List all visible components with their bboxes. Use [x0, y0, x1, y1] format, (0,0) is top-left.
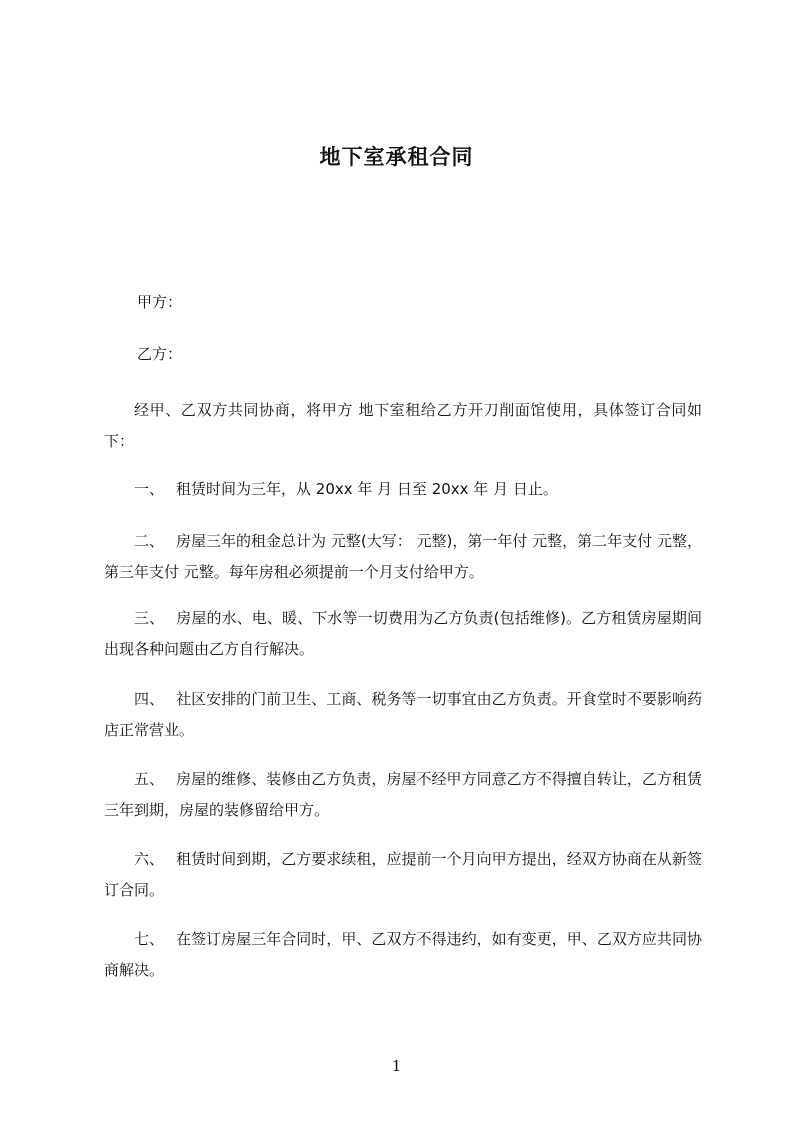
intro-paragraph: 经甲、乙双方共同协商，将甲方 地下室租给乙方开刀削面馆使用，具体签订合同如下：	[104, 401, 702, 450]
clause-number: 五、	[134, 770, 165, 788]
clause-number: 一、	[134, 480, 165, 498]
page-title: 地下室承租合同	[319, 145, 474, 169]
clause-number: 六、	[134, 850, 165, 868]
clause-text: 租赁时间为三年，从 20xx 年 月 日至 20xx 年 月 日止。	[176, 480, 558, 498]
clause-7	[104, 924, 702, 986]
clause-4	[104, 684, 702, 746]
party-a-label: 甲方：	[137, 293, 183, 311]
clause-text: 在签订房屋三年合同时，甲、乙双方不得违约，如有变更，甲、乙双方应共同协商解决。	[104, 930, 702, 979]
clause-1	[104, 474, 702, 505]
clause-text: 社区安排的门前卫生、工商、税务等一切事宜由乙方负责。开食堂时不要影响药店正常营业。	[104, 690, 702, 739]
party-b-label: 乙方：	[137, 345, 183, 363]
clause-6	[104, 844, 702, 906]
clause-text: 房屋三年的租金总计为 元整(大写： 元整)，第一年付 元整，第二年支付 元整，第三年支付 元整。每年房租必须提前一个月支付给甲方。	[104, 532, 702, 581]
clause-5	[104, 764, 702, 826]
page-number: 1	[391, 1057, 402, 1075]
clause-number: 二、	[134, 532, 165, 550]
clause-number: 七、	[134, 930, 165, 948]
clause-text: 租赁时间到期，乙方要求续租，应提前一个月向甲方提出，经双方协商在从新签订合同。	[104, 850, 702, 899]
clause-text: 房屋的维修、装修由乙方负责，房屋不经甲方同意乙方不得擅自转让，乙方租赁三年到期，房屋的装修留给甲方。	[104, 770, 702, 819]
clause-number: 三、	[134, 609, 165, 627]
clause-3	[104, 603, 702, 665]
clause-2	[104, 526, 702, 588]
clause-number: 四、	[134, 690, 165, 708]
clause-text: 房屋的水、电、暖、下水等一切费用为乙方负责(包括维修)。乙方租赁房屋期间出现各种问题由乙方自行解决。	[104, 609, 702, 658]
